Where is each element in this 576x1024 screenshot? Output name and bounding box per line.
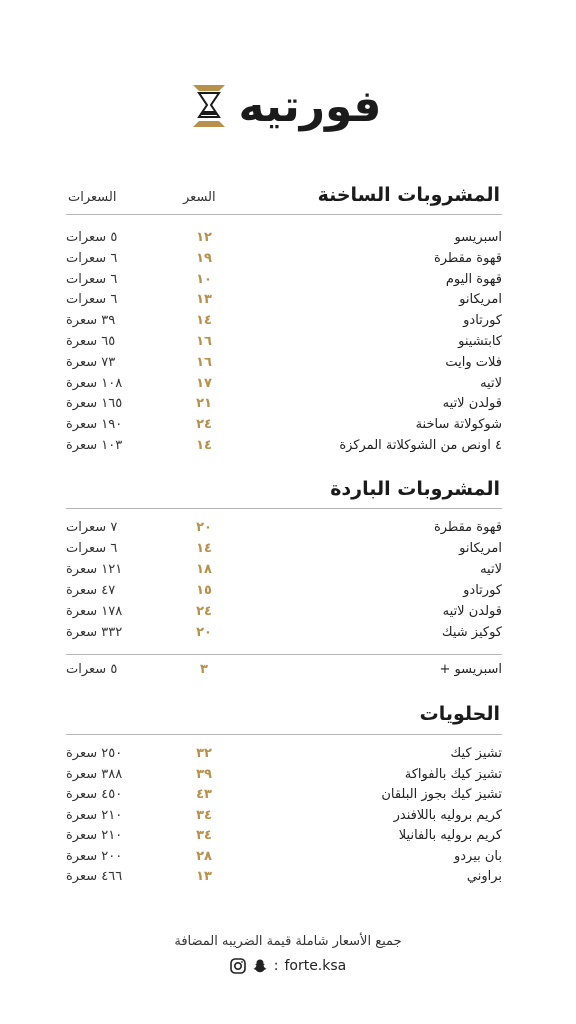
item-price: ٢١	[196, 396, 212, 412]
item-price: ٢٠	[196, 520, 212, 535]
brand-name: فورتيه	[238, 80, 382, 132]
item-name: فلات وايت	[445, 354, 502, 370]
item-price: ١٦	[196, 334, 212, 349]
menu-item-row	[66, 744, 502, 764]
item-calories: ٢٠٠ سعرة	[66, 848, 123, 864]
calories-column-header: السعرات	[68, 190, 117, 205]
item-price: ١٩	[196, 250, 212, 266]
item-name: كورتادو	[463, 313, 502, 329]
menu-item-row	[66, 826, 502, 846]
item-calories: ٤٦٦ سعرة	[66, 869, 123, 884]
item-price: ١٤	[196, 313, 212, 329]
item-price: ٢٨	[196, 848, 212, 864]
item-price: ٢٤	[196, 604, 212, 619]
item-price: ١٦	[196, 354, 212, 370]
menu-item-row	[66, 415, 502, 435]
item-price: ١٠	[196, 271, 212, 287]
item-price: ١٧	[196, 375, 212, 391]
item-name: كوكيز شيك	[441, 625, 502, 640]
item-calories: ٦ سعرات	[66, 541, 118, 556]
item-name: قهوة اليوم	[445, 271, 502, 287]
item-name: قهوة مقطرة	[433, 250, 502, 266]
item-calories: ٤٧ سعرة	[66, 583, 116, 598]
item-price: ٣	[200, 662, 208, 677]
instagram-icon[interactable]	[230, 958, 246, 974]
menu-item-row	[66, 249, 502, 269]
item-price: ١٤	[196, 438, 212, 453]
menu-item-row	[66, 518, 502, 538]
item-name: امريكانو	[459, 541, 502, 556]
item-name: تشيز كيك	[450, 746, 502, 761]
item-name: اسبريسو	[454, 230, 502, 245]
item-name: قهوة مقطرة	[433, 520, 502, 535]
item-name: لاتيه	[480, 375, 502, 391]
hourglass-logo-icon	[189, 83, 229, 129]
social-footer	[0, 958, 576, 974]
menu-item-row	[66, 332, 502, 352]
item-name: امريكانو	[459, 292, 502, 308]
item-calories: ٦٥ سعرة	[66, 334, 116, 349]
item-calories: ٤٥٠ سعرة	[66, 787, 123, 802]
item-price: ٢٤	[196, 417, 212, 433]
menu-item-row	[66, 806, 502, 826]
desserts-title: الحلويات	[419, 703, 500, 725]
item-calories: ٥ سعرات	[66, 662, 118, 677]
brand-logo	[152, 78, 418, 134]
item-price: ٣٤	[196, 807, 212, 823]
item-name: بان بيردو	[453, 848, 502, 864]
item-calories: ١٩٠ سعرة	[66, 417, 123, 433]
item-calories: ٥ سعرات	[66, 230, 118, 245]
item-name: كابتشينو	[458, 334, 502, 349]
menu-item-row	[66, 560, 502, 580]
snapchat-icon[interactable]	[252, 958, 268, 974]
item-price: ٣٤	[196, 828, 212, 843]
item-price: ١٤	[196, 541, 212, 556]
item-calories: ١٠٣ سعرة	[66, 438, 123, 453]
item-price: ١٥	[196, 583, 212, 598]
item-name: تشيز كيك بجوز البلقان	[381, 787, 502, 802]
item-calories: ٧ سعرات	[66, 520, 118, 535]
item-name: كريم بروليه باللافندر	[393, 807, 502, 823]
item-name: شوكولاتة ساخنة	[415, 417, 502, 433]
item-calories: ٢١٠ سعرة	[66, 807, 123, 823]
item-calories: ٣٩ سعرة	[66, 313, 116, 329]
hot-drinks-title: المشروبات الساخنة	[317, 184, 500, 206]
item-name: قولدن لاتيه	[442, 604, 502, 619]
addon-row	[66, 660, 502, 680]
cold-divider	[66, 508, 502, 509]
item-price: ١٨	[196, 562, 212, 577]
item-name: قولدن لاتيه	[442, 396, 502, 412]
item-calories: ٦ سعرات	[66, 292, 118, 308]
item-calories: ١٢١ سعرة	[66, 562, 123, 577]
item-calories: ١٧٨ سعرة	[66, 604, 123, 619]
item-price: ١٢	[196, 230, 212, 245]
vat-note: جميع الأسعار شاملة قيمة الضريبه المضافة	[174, 934, 402, 949]
menu-item-row	[66, 374, 502, 394]
item-name: لاتيه	[480, 562, 502, 577]
item-price: ١٣	[196, 292, 212, 308]
item-name: كريم بروليه بالفانيلا	[398, 828, 502, 843]
item-price: ٤٣	[196, 787, 212, 802]
menu-item-row	[66, 765, 502, 785]
menu-item-row	[66, 290, 502, 310]
menu-item-row	[66, 436, 502, 456]
addon-divider	[66, 654, 502, 655]
menu-item-row	[66, 785, 502, 805]
item-calories: ٣٣٢ سعرة	[66, 625, 123, 640]
menu-item-row	[66, 581, 502, 601]
item-calories: ٢١٠ سعرة	[66, 828, 123, 843]
menu-item-row	[66, 867, 502, 887]
price-column-header: السعر	[183, 190, 216, 205]
item-name: ٤ اونص من الشوكلاتة المركزة	[339, 438, 502, 453]
item-calories: ٦ سعرات	[66, 250, 118, 266]
item-calories: ٧٣ سعرة	[66, 354, 116, 370]
item-name: كورتادو	[463, 583, 502, 598]
item-calories: ١٦٥ سعرة	[66, 396, 123, 412]
item-price: ٢٠	[196, 625, 212, 640]
menu-item-row	[66, 353, 502, 373]
item-calories: ١٠٨ سعرة	[66, 375, 123, 391]
menu-item-row	[66, 602, 502, 622]
hot-divider	[66, 214, 502, 215]
item-calories: ٦ سعرات	[66, 271, 118, 287]
item-price: ٣٢	[196, 746, 212, 761]
menu-item-row	[66, 847, 502, 867]
menu-item-row	[66, 394, 502, 414]
menu-item-row	[66, 228, 502, 248]
item-name: اسبريسو +	[439, 662, 502, 677]
item-price: ١٣	[196, 869, 212, 884]
item-calories: ٣٨٨ سعرة	[66, 766, 123, 782]
menu-item-row	[66, 539, 502, 559]
cold-drinks-title: المشروبات الباردة	[330, 478, 500, 500]
menu-item-row	[66, 311, 502, 331]
desserts-divider	[66, 734, 502, 735]
item-calories: ٢٥٠ سعرة	[66, 746, 123, 761]
item-price: ٣٩	[196, 766, 212, 782]
item-name: براوني	[466, 869, 502, 884]
handle-separator: :	[273, 958, 279, 974]
menu-item-row	[66, 623, 502, 643]
social-handle[interactable]: forte.ksa	[284, 958, 347, 974]
item-name: تشيز كيك بالفواكة	[404, 766, 502, 782]
menu-item-row	[66, 270, 502, 290]
